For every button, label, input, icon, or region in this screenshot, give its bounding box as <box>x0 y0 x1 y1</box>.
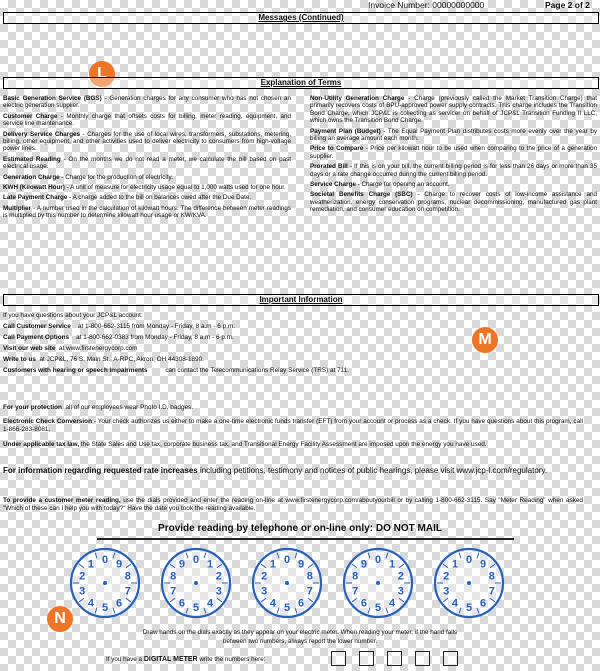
rate-note: For information regarding requested rate increases including petitions, testimony and notices of public hearings, please visit www.jcp-l.com/regulatory. <box>3 466 548 475</box>
term-item: Estimated Reading - On the months we do not read a meter, we calculate the bill based on past electrical usage. <box>3 155 291 171</box>
contact-row: Customers with hearing or speech impairments can contact the Telecommunications Relay Service (TRS) at 711. <box>3 367 350 374</box>
dial-number: 4 <box>269 597 276 610</box>
marker-m: M <box>472 327 498 353</box>
terms-right-column <box>310 95 597 217</box>
dial-number: 9 <box>360 558 367 571</box>
digit-box-5[interactable] <box>443 651 458 666</box>
digit-box-3[interactable] <box>387 651 402 666</box>
dial-number: 1 <box>389 558 396 571</box>
invoice-header <box>368 0 484 10</box>
tax-note: Under applicable tax law, the State Sales and Use tax, corporate business tax, and Transitional Energy Facility Assessment are imposed upon the energy you have used. <box>3 441 487 448</box>
dial-number: 7 <box>170 585 177 598</box>
dial-number: 0 <box>101 554 109 566</box>
dial-number: 9 <box>298 558 305 571</box>
dial-number: 1 <box>451 558 458 571</box>
marker-n: N <box>47 606 73 632</box>
dial-number: 2 <box>79 570 86 583</box>
dial-number: 4 <box>87 597 94 610</box>
digit-box-1[interactable] <box>331 651 346 666</box>
dial-number: 6 <box>298 597 305 610</box>
dial-number: 7 <box>488 585 495 598</box>
reading-title: Provide reading by telephone or on-line only: DO NOT MAIL <box>158 523 442 534</box>
dial-3[interactable] <box>253 549 321 617</box>
dial-number: 2 <box>397 570 404 583</box>
dial-number: 6 <box>178 597 185 610</box>
dial-number: 2 <box>443 570 450 583</box>
dial-number: 8 <box>124 570 131 583</box>
dial-number: 3 <box>79 585 86 598</box>
terms-left-column <box>3 95 291 223</box>
dial-number: 5 <box>192 602 200 614</box>
echeck-note: Electronic Check Conversion - Your check authorizes us either to make a one-time electronic funds transfer (EFT) from your account or process as a check. If you have questions about this program, call 1-866-283-8081. <box>3 418 583 433</box>
dial-number: 4 <box>389 597 396 610</box>
term-item: Payment Plan (Budget) - The Equal Payment Plan distributes costs more evenly over the year by billing an average amount each month. <box>310 127 597 143</box>
dial-number: 5 <box>283 602 291 614</box>
term-item: Societal Benefits Charge (SBC) - Charge to recover costs of low-income assistance and weatherization, energy conservation programs, nuclear decommissioning, manufactured gas plant remediation, and consumer education on competition. <box>310 191 597 214</box>
protection-note: For your protection, all of our employees wear Photo I.D. badges. <box>3 404 194 411</box>
dial-number: 2 <box>261 570 268 583</box>
dial-instructions: Draw hands on the dials exactly as they appear on your electric meter. When reading your meter, if the hand falls between two numbers, always report the lower number. <box>142 629 458 645</box>
dial-number: 9 <box>480 558 487 571</box>
marker-l: L <box>89 61 115 87</box>
dial-number: 3 <box>215 585 222 598</box>
dial-number: 6 <box>360 597 367 610</box>
meter-note: To provide a customer meter reading, use the dials provided and enter the reading on-line at www.firstenergycorp.com/aboutyourbill or by calling 1-800-662-3115. Say "Meter Reading" when asked "Which of these can I help you with today?" Have the date you took the reading available. <box>3 497 583 512</box>
dial-number: 3 <box>261 585 268 598</box>
dial-center <box>103 581 107 585</box>
digit-box-4[interactable] <box>415 651 430 666</box>
dial-number: 7 <box>124 585 131 598</box>
term-item: Late Payment Charge - A charge added to the bill on balances owed after the Due Date. <box>3 194 252 202</box>
dial-center <box>194 581 198 585</box>
dial-number: 7 <box>306 585 313 598</box>
dial-number: 5 <box>374 602 382 614</box>
dial-number: 4 <box>207 597 214 610</box>
messages-heading: Messages (Continued) <box>3 12 599 24</box>
contact-row: Write to us at JCP&L, 76 S. Main St., A-RPC, Akron, OH 44308-1890. <box>3 356 204 363</box>
invoice-number: 00000000000 <box>432 0 485 10</box>
term-item: Delivery Service Charges - Charges for the use of local wires, transformers, substations, metering, billing, other equipment, and other activities used to deliver electricity to consumers from high-voltage power lines. <box>3 130 292 153</box>
dial-number: 8 <box>306 570 313 583</box>
info-intro: If you have questions about your JCP&L account: <box>3 312 143 319</box>
dial-number: 5 <box>101 602 109 614</box>
terms-heading: Explanation of Terms <box>3 77 599 89</box>
dial-number: 1 <box>269 558 276 571</box>
contact-row: Call Payment Options at 1-800-662-0383 from Monday - Friday, 8 a.m - 6 p.m. <box>3 334 234 341</box>
dial-number: 1 <box>87 558 94 571</box>
dial-number: 6 <box>116 597 123 610</box>
dial-number: 2 <box>215 570 222 583</box>
dial-1[interactable] <box>71 549 139 617</box>
dial-number: 0 <box>192 554 200 566</box>
dial-number: 0 <box>374 554 382 566</box>
dial-number: 9 <box>116 558 123 571</box>
term-item: Generation Charge - Charge for the production of electricity. <box>3 173 173 181</box>
term-item: Basic Generation Service (BGS) - Generation charges for any consumer who has not chosen an electric generation supplier. <box>3 95 291 110</box>
term-item: KWH (Kilowatt Hour) - A unit of measure for electricity usage equal to 1,000 watts used for one hour. <box>3 184 286 192</box>
dial-center <box>376 581 380 585</box>
invoice-label: Invoice Number: <box>368 0 430 10</box>
digital-meter-prompt: If you have a DIGITAL METER write the numbers here: <box>106 656 266 663</box>
term-item: Service Charge - Charge for opening an account. <box>310 181 450 189</box>
dial-number: 0 <box>283 554 291 566</box>
contact-row: Call Customer Service at 1-800-662-3115 from Monday - Friday, 8 a.m - 6 p.m. <box>3 323 236 330</box>
term-item: Non-Utility Generation Charge - Charge (previously called the Market Transition Charge) that primarily recovers costs of BPU-approved power supply contracts. This charge includes the Transition Bond Charge, which JCP&L is collecting as servicer on behalf of JCP&L Transition Funding II LLC, which owns the Transition Bond Charge. <box>310 95 597 125</box>
digit-box-2[interactable] <box>359 651 374 666</box>
dial-number: 8 <box>488 570 495 583</box>
dial-number: 1 <box>207 558 214 571</box>
dial-center <box>467 581 471 585</box>
dial-number: 4 <box>451 597 458 610</box>
dial-center <box>285 581 289 585</box>
term-item: Customer Charge - Monthly charge that offsets costs for billing, meter reading, equipment, and service line maintenance. <box>3 112 291 128</box>
term-item: Prorated Bill - If this is on your bill, the current billing period is for less than 26 days or more than 35 days or a rate change occurred during the current billing period. <box>310 163 597 178</box>
term-item: Multiplier - A number used in the calculation of kilowatt hours. The difference between meter readings is multiplied by this number to determine kilowatt hour usage or KW/KVA. <box>3 204 291 220</box>
dial-number: 5 <box>465 602 473 614</box>
dial-number: 8 <box>352 570 359 583</box>
contact-row: Visit our web site at www.firstenergycorp.com <box>3 345 138 352</box>
page-indicator: Page 2 of 2 <box>545 0 590 10</box>
dial-5[interactable] <box>435 549 503 617</box>
info-heading: Important Information <box>3 294 599 306</box>
term-item: Price to Compare - Price per kilowatt hour to be used when comparing to the price of a generation supplier. <box>310 145 598 160</box>
dial-number: 0 <box>465 554 473 566</box>
dial-number: 8 <box>170 570 177 583</box>
dial-number: 6 <box>480 597 487 610</box>
dials-panel <box>0 540 600 625</box>
dial-number: 3 <box>443 585 450 598</box>
dial-number: 3 <box>397 585 404 598</box>
dial-number: 9 <box>178 558 185 571</box>
dial-4[interactable] <box>344 549 412 617</box>
dial-number: 7 <box>352 585 359 598</box>
dial-2[interactable] <box>162 549 230 617</box>
